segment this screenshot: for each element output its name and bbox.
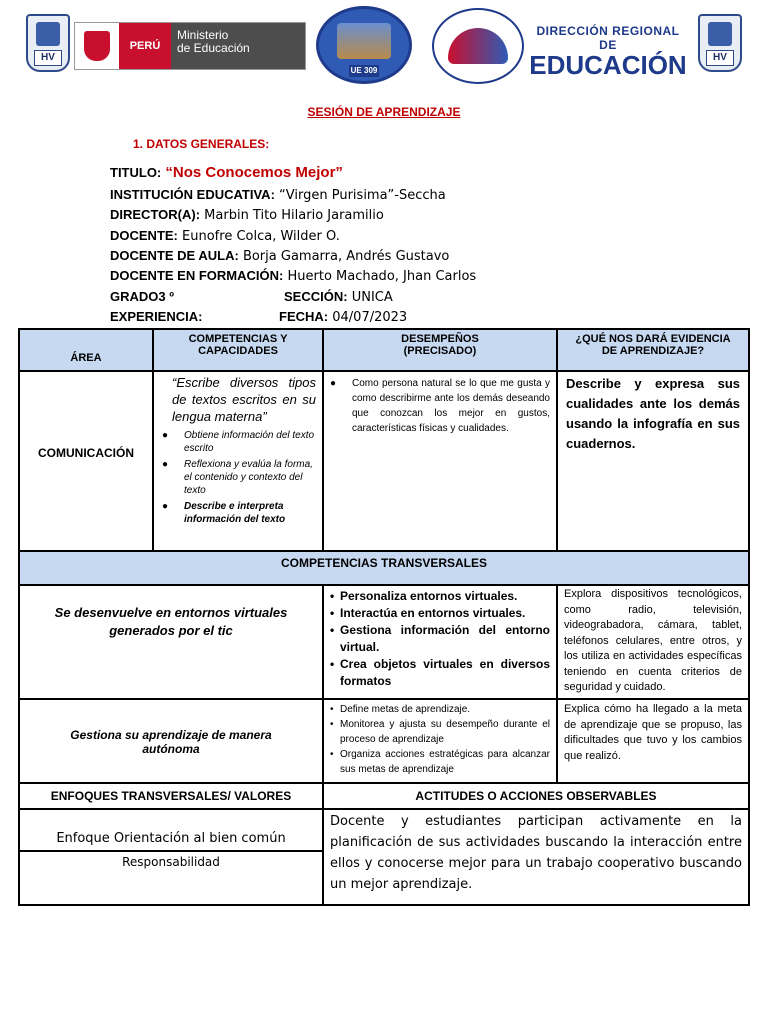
list-item: ● Reflexiona y evalúa la forma, el contenido y contexto del texto [162, 459, 313, 496]
school-badge-left [26, 14, 70, 72]
info-grado: GRADO3 º [110, 289, 174, 304]
badge-emblem-icon [36, 22, 60, 46]
valor-text: Responsabilidad [18, 850, 324, 906]
list-item: • Personaliza entornos virtuales. [330, 589, 518, 603]
transversales-header: COMPETENCIAS TRANSVERSALES [18, 550, 750, 586]
list-item: • Gestiona información del entorno virtual. [330, 623, 550, 654]
tic-desempenos-cell [322, 584, 558, 700]
ugel-logo [316, 6, 412, 84]
list-item: • Crea objetos virtuales en diversos formatos [330, 657, 550, 688]
competencia-cell [152, 370, 324, 552]
school-badge-right [698, 14, 742, 72]
info-seccion: SECCIÓN: UNICA [284, 289, 393, 305]
header [0, 0, 768, 100]
peru-label: PERÚ [119, 23, 171, 69]
header-desempenos: DESEMPEÑOS (PRECISADO) [322, 328, 558, 372]
header-evidencia: ¿QUÉ NOS DARÁ EVIDENCIA DE APRENDIZAJE? [556, 328, 750, 372]
autonoma-competencia: Gestiona su aprendizaje de manera autónoma [18, 698, 324, 784]
badge-label: HV [706, 50, 734, 66]
session-title: “Nos Conocemos Mejor” [165, 164, 343, 181]
document-title: SESIÓN DE APRENDIZAJE [307, 105, 461, 119]
ugel-emblem-icon [337, 23, 391, 59]
actitud-text: Docente y estudiantes participan activamente en la planificación de sus actividades buscando la interacción entre ellos y conocerse mejor para un trabajo cooperativo buscando un mejor aprendizaje. [322, 808, 750, 906]
ministerio-logo [74, 22, 306, 70]
dre-seal [432, 8, 524, 84]
list-item: • Interactúa en entornos virtuales. [330, 606, 526, 620]
tic-competencia: Se desenvuelve en entornos virtuales generados por el tic [18, 584, 324, 700]
enfoque-text: Enfoque Orientación al bien común [18, 808, 324, 852]
info-fecha: FECHA: 04/07/2023 [279, 309, 408, 325]
list-item: ● Describe e interpreta información del texto [162, 501, 286, 525]
ugel-label: UE 309 [350, 66, 378, 75]
capacidades-list [160, 429, 316, 526]
peru-shield-icon [84, 31, 110, 61]
autonoma-desempenos-cell [322, 698, 558, 784]
autonoma-evidencia: Explica cómo ha llegado a la meta de aprendizaje que se propuso, las dificultades que tuvo y los cambios que realizó. [556, 698, 750, 784]
dre-title: DIRECCIÓN REGIONAL DE EDUCACIÓN [529, 24, 687, 80]
evidencia-cell: Describe y expresa sus cualidades ante los demás usando la infografía en sus cuadernos. [556, 370, 750, 552]
info-docente-aula: DOCENTE DE AULA: Borja Gamarra, Andrés Gustavo [110, 248, 450, 264]
enfoques-header: ENFOQUES TRANSVERSALES/ VALORES [18, 782, 324, 810]
competencia-text: “Escribe diversos tipos de textos escritos en su lengua materna” [172, 375, 316, 424]
badge-label: HV [34, 50, 62, 66]
info-docente: DOCENTE: Eunofre Colca, Wilder O. [110, 228, 340, 244]
list-item: • Organiza acciones estratégicas para alcanzar sus metas de aprendizaje [330, 749, 550, 775]
dre-emblem-icon [448, 28, 508, 64]
info-titulo: TITULO: “Nos Conocemos Mejor” [110, 164, 343, 181]
info-experiencia: EXPERIENCIA: [110, 309, 203, 324]
desempeno-cell: ● Como persona natural se lo que me gusta y como describirme ante los demás deseando que conozcan los mejor en gustos, características físicas y cualidades. [322, 370, 558, 552]
tic-desempenos-list [330, 588, 550, 690]
section-title: 1. DATOS GENERALES: [133, 137, 270, 151]
actitudes-header: ACTITUDES O ACCIONES OBSERVABLES [322, 782, 750, 810]
list-item: ● Obtiene información del texto escrito [162, 430, 315, 454]
list-item: • Define metas de aprendizaje. [330, 704, 471, 715]
badge-emblem-icon [708, 22, 732, 46]
tic-evidencia: Explora dispositivos tecnológicos, como radio, televisión, videograbadora, cámara, tablet, teléfonos celulares, entre otros, y los utiliza en actividades específicas teniendo en cuenta criterios de seguridad y cuidado. [556, 584, 750, 700]
area-comunicacion: COMUNICACIÓN [18, 370, 154, 552]
header-competencias: COMPETENCIAS Y CAPACIDADES [152, 328, 324, 372]
desempeno-text: Como persona natural se lo que me gusta y como describirme ante los demás deseando que conozcan los mejor en gustos, características físicas y cualidades. [352, 378, 550, 434]
header-area: ÁREA [18, 328, 154, 372]
ministerio-label: Ministerio de Educación [171, 23, 305, 69]
info-institucion: INSTITUCIÓN EDUCATIVA: “Virgen Purisima”-Seccha [110, 187, 446, 203]
list-item: • Monitorea y ajusta su desempeño durante el proceso de aprendizaje [330, 719, 550, 745]
info-director: DIRECTOR(A): Marbin Tito Hilario Jaramilio [110, 207, 384, 223]
autonoma-desempenos-list [330, 702, 550, 777]
info-docente-formacion: DOCENTE EN FORMACIÓN: Huerto Machado, Jhan Carlos [110, 268, 477, 284]
